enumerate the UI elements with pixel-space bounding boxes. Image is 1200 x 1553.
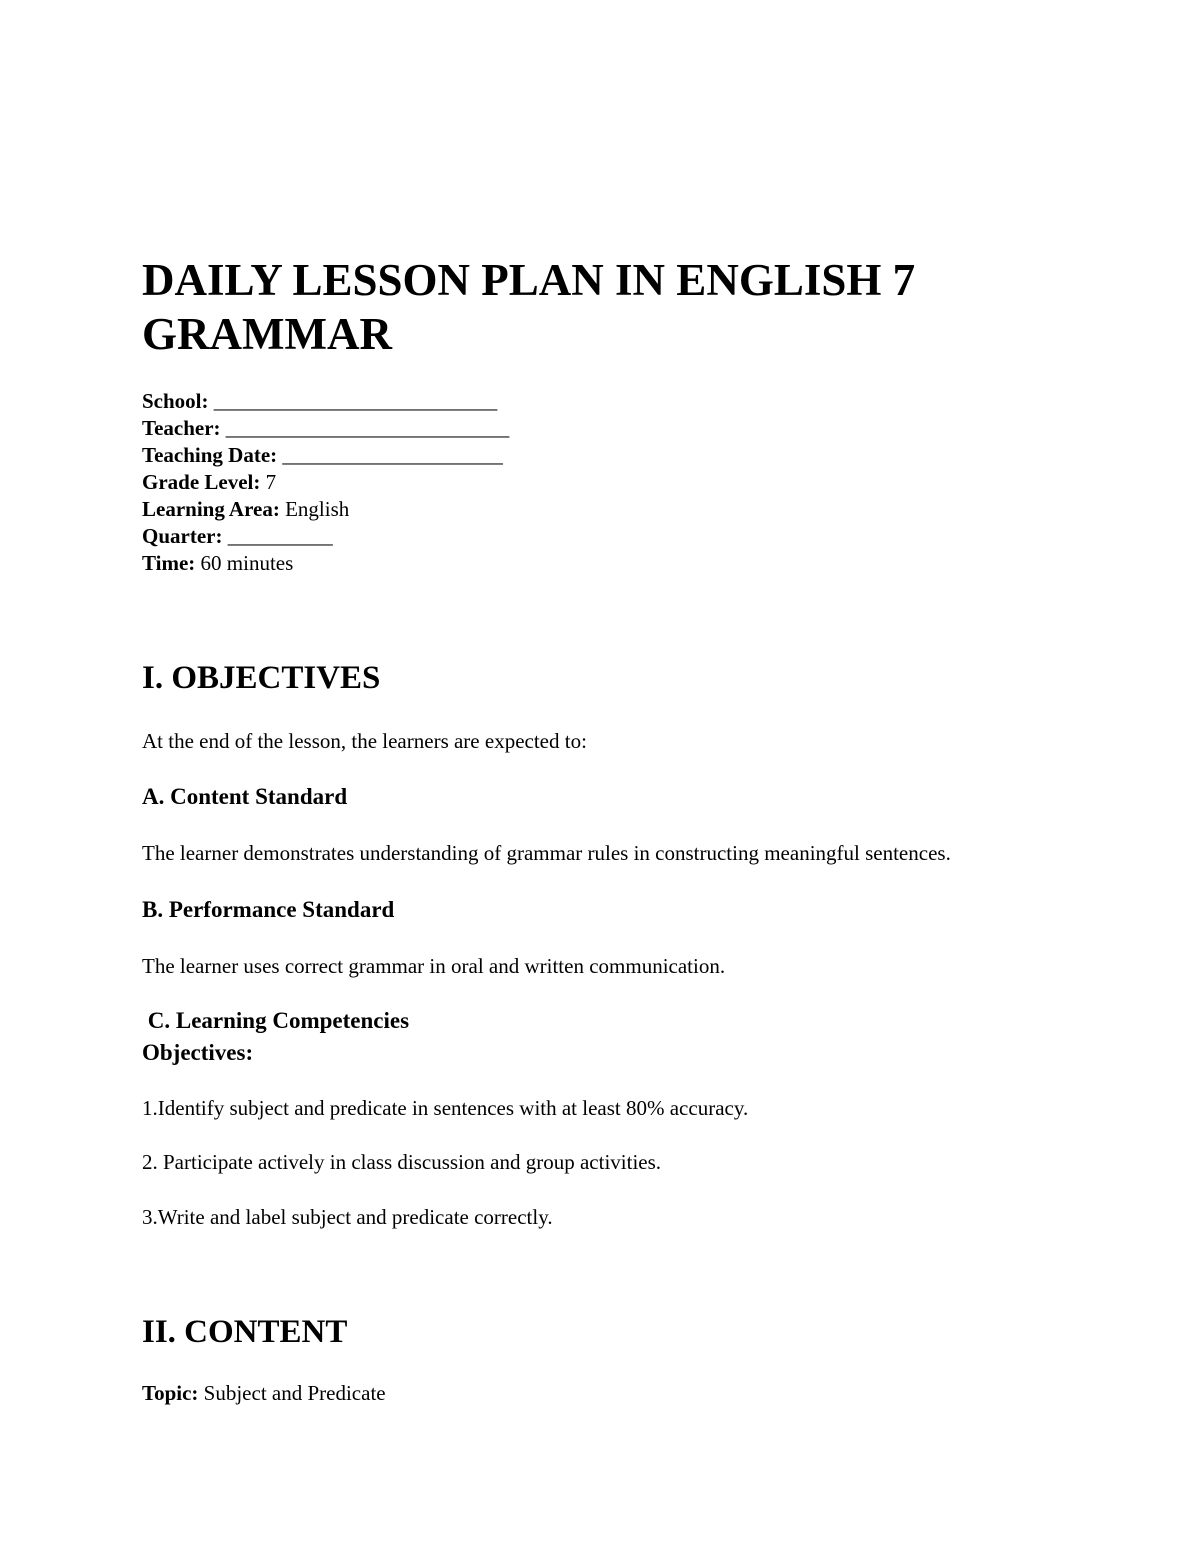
topic-value: Subject and Predicate (198, 1381, 386, 1405)
objectives-label: Objectives: (142, 1040, 254, 1065)
info-time-label: Time: (142, 551, 196, 575)
info-school-value: ___________________________ (208, 389, 498, 413)
info-teaching-date-label: Teaching Date: (142, 443, 278, 467)
topic-line (142, 1379, 386, 1407)
info-learning-area-label: Learning Area: (142, 497, 280, 521)
info-teaching-date (142, 442, 503, 469)
objective-item-3: 3.Write and label subject and predicate correctly. (142, 1205, 553, 1229)
info-quarter-value: __________ (222, 524, 333, 548)
info-quarter (142, 523, 333, 550)
info-teacher (142, 415, 509, 442)
objectives-heading: I. OBJECTIVES (142, 660, 381, 696)
info-teacher-value: ___________________________ (220, 416, 510, 440)
info-grade-level-label: Grade Level: (142, 470, 261, 494)
content-heading: II. CONTENT (142, 1314, 348, 1350)
content-standard-text: The learner demonstrates understanding of grammar rules in constructing meaningful sentences. (142, 841, 951, 865)
info-time (142, 550, 293, 577)
objectives-intro: At the end of the lesson, the learners are expected to: (142, 729, 587, 753)
topic-label: Topic: (142, 1381, 199, 1405)
performance-standard-heading: B. Performance Standard (142, 897, 395, 922)
info-learning-area-value: English (279, 497, 350, 521)
info-quarter-label: Quarter: (142, 524, 223, 548)
content-standard-heading: A. Content Standard (142, 784, 348, 809)
info-grade-level (142, 469, 276, 496)
objective-item-1: 1.Identify subject and predicate in sentences with at least 80% accuracy. (142, 1096, 749, 1120)
info-teaching-date-value: _____________________ (277, 443, 503, 467)
document-title-line-1: DAILY LESSON PLAN IN ENGLISH 7 (142, 255, 916, 305)
info-grade-level-value: 7 (260, 470, 277, 494)
info-learning-area (142, 496, 349, 523)
info-time-value: 60 minutes (195, 551, 294, 575)
info-school-label: School: (142, 389, 209, 413)
info-teacher-label: Teacher: (142, 416, 221, 440)
performance-standard-text: The learner uses correct grammar in oral and written communication. (142, 954, 726, 978)
info-school (142, 388, 497, 415)
document-title-line-2: GRAMMAR (142, 309, 392, 359)
learning-competencies-heading: C. Learning Competencies (142, 1008, 410, 1033)
objective-item-2: 2. Participate actively in class discussion and group activities. (142, 1150, 662, 1174)
